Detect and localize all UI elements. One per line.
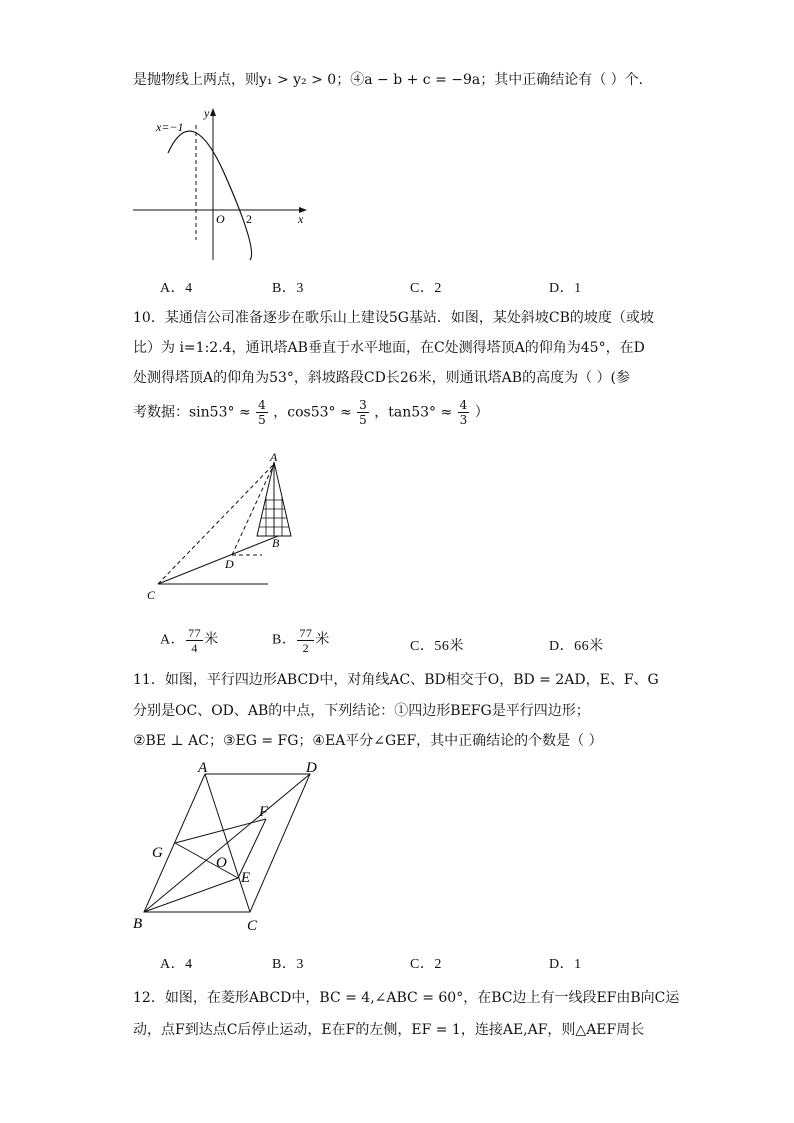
q10-line-1: 10．某通信公司准备逐步在歌乐山上建设5G基站．如图，某处斜坡CB的坡度（或坡	[133, 310, 654, 326]
q10-ref-cos-prefix: ，cos53° ≈	[273, 404, 352, 421]
q10-ref-cos-fraction: $\frac{3}{5}$	[359, 398, 367, 427]
q10-tower-figure	[140, 450, 310, 610]
q10-label-a: A	[270, 450, 278, 464]
q10-choice-b[interactable]: B． $\frac{77}{2}$ 米	[272, 626, 330, 655]
q9-origin-label: O	[216, 212, 225, 226]
q11-line-2: 分别是OC、OD、AB的中点，下列结论：①四边形BEFG是平行四边形；	[133, 703, 590, 719]
q11-label-o: O	[216, 855, 227, 871]
q11-label-e: E	[241, 870, 251, 886]
q10-choice-c[interactable]: C．56米	[410, 639, 464, 654]
q10-ref-sin-prefix: 考数据：sin53° ≈	[133, 404, 251, 421]
q10-ref-tan-prefix: ，tan53° ≈	[374, 404, 453, 421]
q10-choice-d[interactable]: D．66米	[549, 639, 604, 654]
q9-x-intercept-label: 2	[246, 212, 252, 226]
q9-stem-tail: 是抛物线上两点，则y₁ > y₂ > 0；④a − b + c = −9a；其中正确结论有（ ）个．	[133, 72, 653, 88]
q9-axis-of-symmetry-label: x=−1	[156, 120, 184, 134]
q9-choice-b[interactable]: B．3	[272, 281, 304, 296]
q11-label-g: G	[152, 845, 163, 861]
q11-line-3: ②BE ⊥ AC；③EG = FG；④EA平分∠GEF，其中正确结论的个数是（ ）	[133, 733, 603, 749]
q11-line-1: 11．如图，平行四边形ABCD中，对角线AC、BD相交于O，BD = 2AD，E、F、G	[133, 672, 659, 688]
q9-parabola-graph	[130, 105, 310, 265]
q11-choice-b[interactable]: B．3	[272, 957, 304, 972]
q11-choice-c[interactable]: C．2	[410, 957, 442, 972]
q10-line-2: 比）为 i=1:2.4，通讯塔AB垂直于水平地面，在C处测得塔顶A的仰角为45°，在D	[133, 340, 645, 356]
q11-label-b: B	[133, 916, 143, 932]
q10-ref-tan-fraction: $\frac{4}{3}$	[459, 398, 468, 427]
q11-label-f: F	[259, 804, 269, 820]
q10-choice-a[interactable]: A． $\frac{77}{4}$ 米	[160, 626, 219, 655]
q12-line-1: 12．如图，在菱形ABCD中，BC = 4,∠ABC = 60°，在BC边上有一线段EF由B向C运	[133, 990, 680, 1006]
q9-choice-c[interactable]: C．2	[410, 281, 442, 296]
q9-choice-d[interactable]: D．1	[549, 281, 582, 296]
q12-line-2: 动，点F到达点C后停止运动，E在F的左侧，EF = 1，连接AE,AF，则△AEF周长	[133, 1022, 645, 1038]
q10-label-b: B	[272, 536, 280, 550]
q9-y-axis-label: y	[204, 106, 210, 120]
q9-choice-a[interactable]: A．4	[160, 281, 193, 296]
q10-ref-suffix: ）	[474, 404, 489, 421]
q11-choice-d[interactable]: D．1	[549, 957, 582, 972]
q10-reference-data	[133, 398, 489, 427]
q11-label-a: A	[198, 760, 208, 776]
q11-label-d: D	[306, 760, 317, 776]
q10-ref-sin-fraction: $\frac{4}{5}$	[258, 398, 266, 427]
q10-line-3: 处测得塔顶A的仰角为53°，斜坡路段CD长26米，则通讯塔AB的高度为（ ）(参	[133, 370, 630, 386]
q10-label-d: D	[225, 557, 234, 571]
q11-label-c: C	[247, 918, 258, 934]
q11-parallelogram-figure	[130, 762, 330, 937]
q11-choice-a[interactable]: A．4	[160, 957, 193, 972]
q10-label-c: C	[147, 588, 156, 602]
q9-x-axis-label: x	[298, 212, 304, 226]
